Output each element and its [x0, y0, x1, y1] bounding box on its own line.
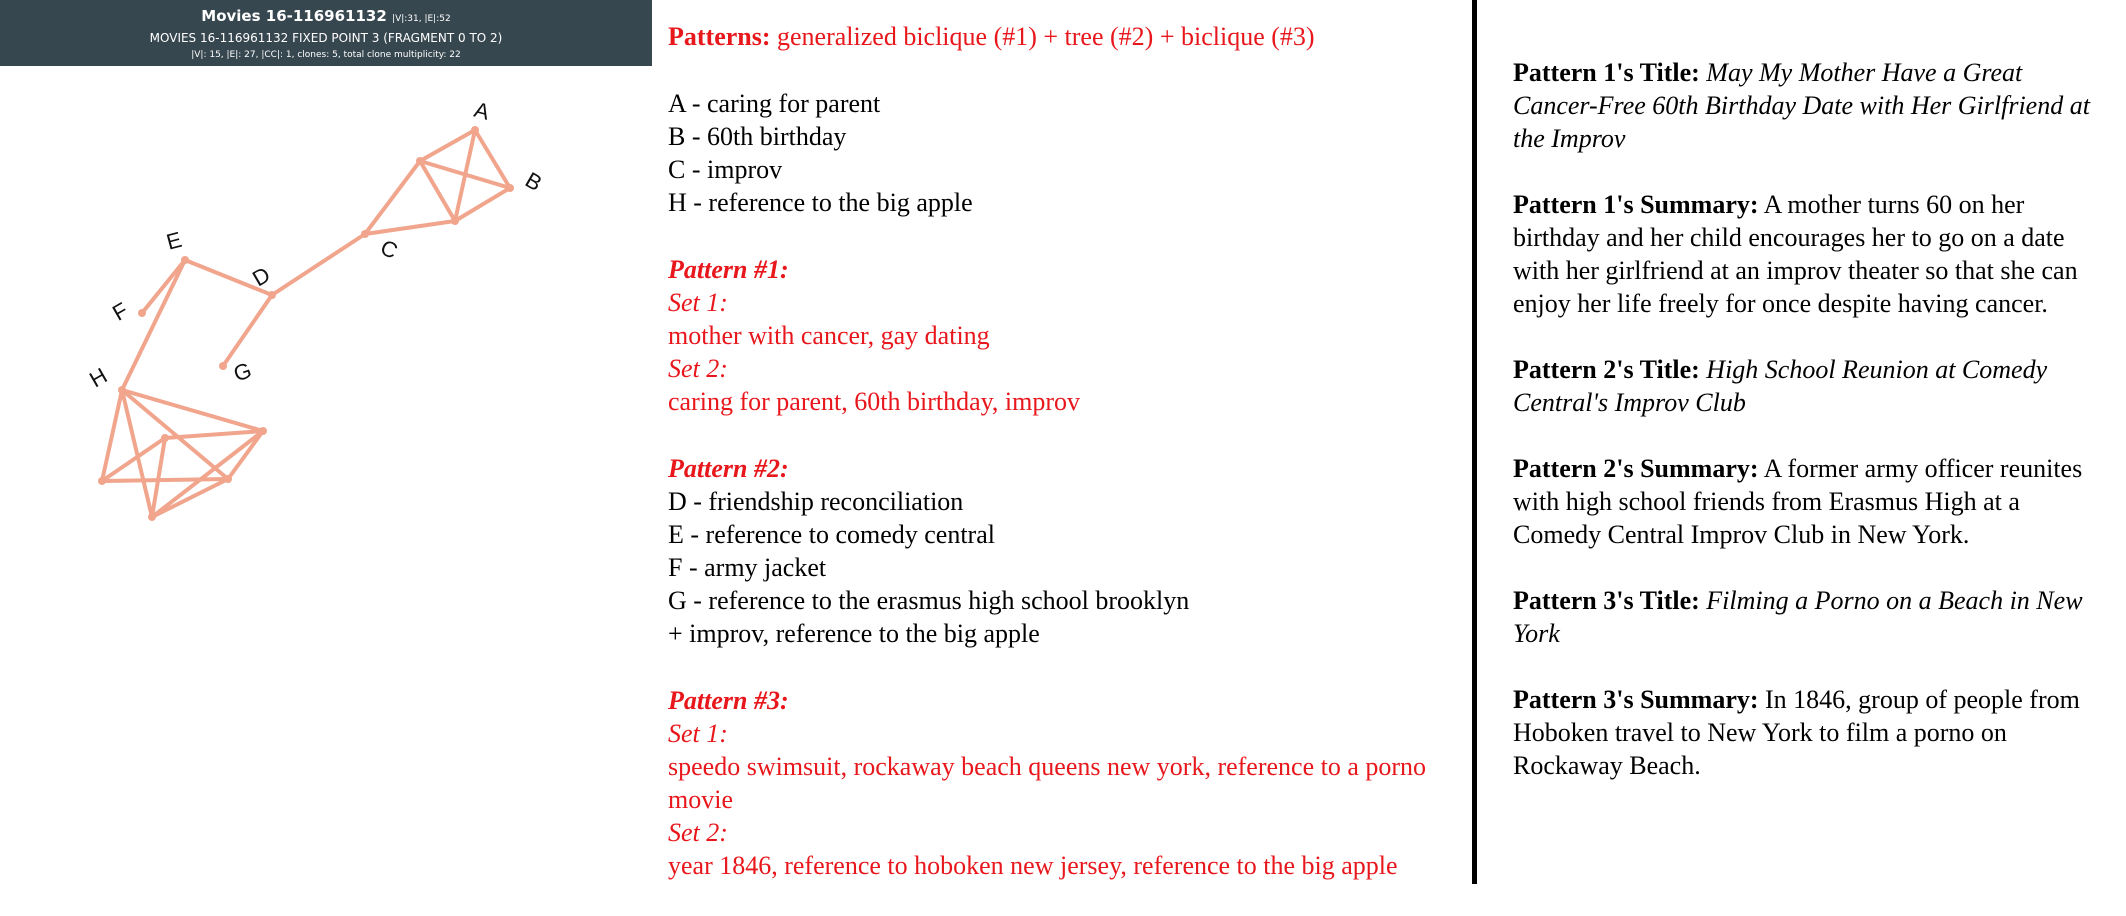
node-legend	[668, 87, 1458, 219]
graph-labels	[85, 97, 546, 393]
set-text: speedo swimsuit, rockaway beach queens new york, reference to a porno movie	[668, 752, 1427, 814]
title-text: May My Mother Have a Great Cancer-Free 60th Birthday Date with Her Girlfriend at the Improv	[1513, 58, 2090, 153]
patterns-column	[668, 20, 1458, 916]
graph-node	[506, 184, 514, 192]
graph-node	[181, 256, 189, 264]
graph-node	[161, 434, 169, 442]
column-divider	[1472, 0, 1477, 884]
patterns-label: Patterns:	[668, 22, 771, 51]
graph-edge	[223, 295, 272, 366]
pattern-1-heading: Pattern #1:	[668, 255, 789, 284]
pattern-2-item: E - reference to comedy central	[668, 520, 995, 549]
patterns-text: generalized biclique (#1) + tree (#2) + biclique (#3)	[777, 22, 1315, 51]
set-label: Set 2:	[668, 818, 728, 847]
set-text: caring for parent, 60th birthday, improv	[668, 387, 1081, 416]
pattern-2-heading: Pattern #2:	[668, 454, 789, 483]
summary-label: Pattern 1's Summary:	[1513, 190, 1759, 219]
pattern-3-title	[1513, 584, 2103, 650]
set-label: Set 1:	[668, 719, 728, 748]
legend-item: C - improv	[668, 155, 783, 184]
pattern-3-heading: Pattern #3:	[668, 686, 789, 715]
pattern-1-set-1	[668, 286, 1458, 352]
graph-node	[138, 309, 146, 317]
graph-edge	[420, 130, 475, 161]
pattern-1-block	[668, 253, 1458, 418]
graph-node	[416, 157, 424, 165]
graph-edge	[272, 234, 365, 295]
pattern-3-set-1	[668, 717, 1458, 816]
set-label: Set 1:	[668, 288, 728, 317]
patterns-line	[668, 20, 1458, 53]
graph-node	[361, 230, 369, 238]
graph-node	[148, 513, 156, 521]
legend-item: A - caring for parent	[668, 89, 881, 118]
pattern-2-summary	[1513, 452, 2103, 551]
graph-edges	[102, 130, 510, 517]
graph-edge	[122, 390, 263, 431]
pattern-3-summary	[1513, 683, 2103, 782]
node-label-g: G	[230, 357, 255, 387]
pattern-3-set-2	[668, 816, 1458, 882]
node-label-e: E	[163, 226, 185, 255]
set-text: mother with cancer, gay dating	[668, 321, 990, 350]
graph-edge	[455, 188, 510, 221]
pattern-1-title	[1513, 56, 2103, 155]
pattern-2-title	[1513, 353, 2103, 419]
summary-label: Pattern 3's Summary:	[1513, 685, 1759, 714]
pattern-2-item: + improv, reference to the big apple	[668, 619, 1040, 648]
graph-subtitle: MOVIES 16-116961132 FIXED POINT 3 (FRAGMENT 0 TO 2)	[149, 31, 503, 45]
graph-node	[118, 386, 126, 394]
legend-item: H - reference to the big apple	[668, 188, 973, 217]
pattern-3-block	[668, 684, 1458, 882]
graph-title	[0, 7, 652, 28]
graph-title-meta: |V|:31, |E|:52	[392, 14, 451, 24]
pattern-graph	[0, 66, 652, 884]
graph-edge	[102, 479, 228, 481]
node-label-a: A	[471, 96, 493, 125]
graph-edge	[365, 221, 455, 234]
graph-title-text: Movies 16-116961132	[201, 7, 387, 25]
graph-node	[224, 475, 232, 483]
graph-edge	[122, 260, 185, 390]
node-label-b: B	[521, 167, 547, 197]
summary-text: A former army officer reunites with high school friends from Erasmus High at a Comedy Central Improv Club in New York.	[1513, 454, 2083, 549]
graph-edge	[152, 479, 228, 517]
graph-node	[268, 291, 276, 299]
summaries-column	[1513, 56, 2103, 815]
set-label: Set 2:	[668, 354, 728, 383]
graph-node	[98, 477, 106, 485]
legend-item: B - 60th birthday	[668, 122, 847, 151]
pattern-1-set-2	[668, 352, 1458, 418]
graph-node	[259, 427, 267, 435]
node-label-h: H	[85, 362, 112, 393]
summary-label: Pattern 2's Summary:	[1513, 454, 1759, 483]
pattern-2-block	[668, 452, 1458, 650]
graph-edge	[152, 431, 263, 517]
graph-info: |V|: 15, |E|: 27, |CC|: 1, clones: 5, total clone multiplicity: 22	[191, 50, 461, 60]
graph-edge	[365, 161, 420, 234]
graph-node	[471, 126, 479, 134]
graph-node	[451, 217, 459, 225]
pattern-2-item: F - army jacket	[668, 553, 827, 582]
title-label: Pattern 3's Title:	[1513, 586, 1700, 615]
pattern-1-summary	[1513, 188, 2103, 320]
graph-edge	[152, 438, 165, 517]
title-text: Filming a Porno on a Beach in New York	[1513, 586, 2083, 648]
graph-edge	[165, 431, 263, 438]
summary-text: In 1846, group of people from Hoboken travel to New York to film a porno on Rockaway Beach.	[1513, 685, 2080, 780]
summary-text: A mother turns 60 on her birthday and her child encourages her to go on a date with her girlfriend at an improv theater so that she can enjoy her life freely for once despite having cancer.	[1513, 190, 2078, 318]
title-text: High School Reunion at Comedy Central's Improv Club	[1513, 355, 2048, 417]
pattern-2-item: D - friendship reconciliation	[668, 487, 964, 516]
title-label: Pattern 1's Title:	[1513, 58, 1700, 87]
node-label-c: C	[376, 234, 402, 264]
node-label-f: F	[108, 297, 133, 326]
pattern-2-item: G - reference to the erasmus high school brooklyn	[668, 586, 1190, 615]
title-label: Pattern 2's Title:	[1513, 355, 1700, 384]
set-text: year 1846, reference to hoboken new jersey, reference to the big apple	[668, 851, 1398, 880]
graph-header	[0, 0, 652, 66]
node-label-d: D	[248, 261, 275, 292]
graph-node	[219, 362, 227, 370]
